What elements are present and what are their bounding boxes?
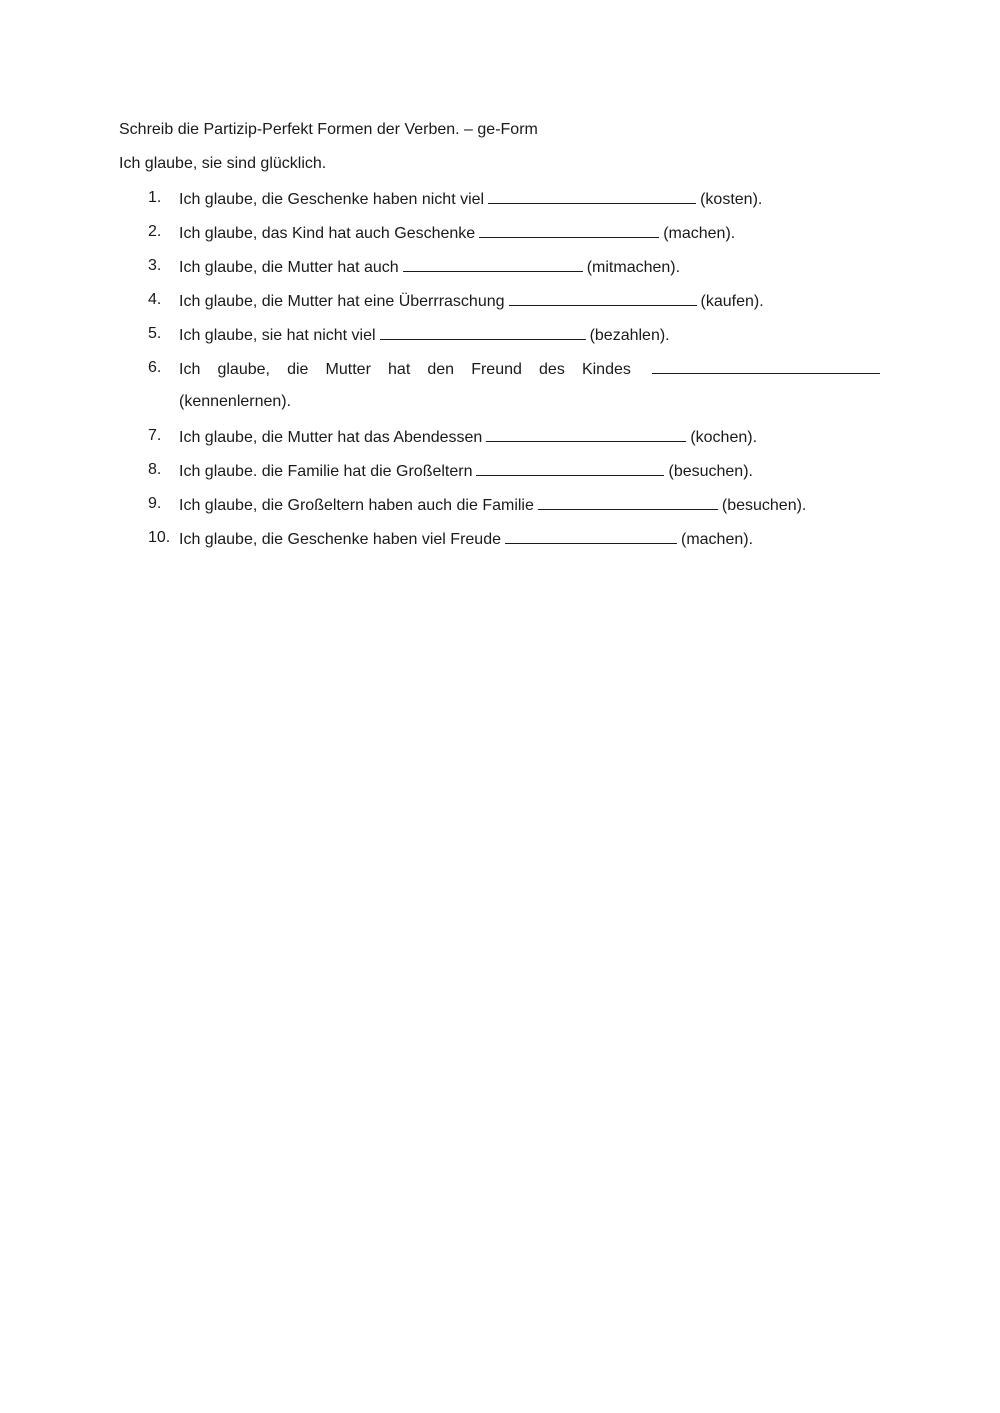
item-number: 9. <box>148 495 162 512</box>
item-number: 7. <box>148 427 162 444</box>
answer-blank[interactable] <box>403 256 583 272</box>
answer-blank[interactable] <box>538 494 718 510</box>
item-number: 8. <box>148 461 162 478</box>
instructions-title: Schreib die Partizip-Perfekt Formen der Verben. – ge-Form <box>119 121 538 138</box>
item-verb: (kosten). <box>700 191 763 208</box>
answer-blank[interactable] <box>476 460 664 476</box>
exercise-list <box>148 188 888 562</box>
exercise-item-8 <box>148 460 888 494</box>
item-number: 6. <box>148 359 162 376</box>
item-number: 2. <box>148 223 162 240</box>
answer-blank[interactable] <box>509 290 697 306</box>
item-prompt: Ich glaube, die Geschenke haben viel Freude <box>179 531 501 548</box>
item-verb: (besuchen). <box>668 463 753 480</box>
exercise-item-2 <box>148 222 888 256</box>
item-verb: (besuchen). <box>721 497 807 514</box>
answer-blank[interactable] <box>505 528 677 544</box>
item-number: 10. <box>148 529 171 546</box>
answer-blank[interactable] <box>488 188 696 204</box>
answer-blank[interactable] <box>380 324 586 340</box>
exercise-item-5 <box>148 324 888 358</box>
item-prompt: Ich glaube, die Großeltern haben auch die Familie <box>179 497 534 514</box>
answer-blank[interactable] <box>652 358 880 374</box>
exercise-item-10 <box>148 528 888 562</box>
item-number: 5. <box>148 325 162 342</box>
exercise-item-7 <box>148 426 888 460</box>
item-verb: (machen). <box>663 225 736 242</box>
item-verb: (kochen). <box>690 429 758 446</box>
item-prompt: Ich glaube, das Kind hat auch Geschenke <box>179 225 476 242</box>
exercise-item-4 <box>148 290 888 324</box>
item-verb: (mitmachen). <box>586 259 681 276</box>
answer-blank[interactable] <box>486 426 686 442</box>
example-sentence: Ich glaube, sie sind glücklich. <box>119 155 327 172</box>
item-prompt: Ich glaube, die Mutter hat auch <box>179 259 399 276</box>
exercise-item-1 <box>148 188 888 222</box>
item-prompt: Ich glaube, die Mutter hat das Abendessen <box>179 429 483 446</box>
item-verb: (machen). <box>681 531 754 548</box>
item-verb: (kaufen). <box>700 293 764 310</box>
item-number: 1. <box>148 189 162 206</box>
item-verb: (bezahlen). <box>589 327 670 344</box>
item-prompt: Ich glaube, die Mutter hat den Freund des Kindes <box>179 361 631 378</box>
item-prompt: Ich glaube, sie hat nicht viel <box>179 327 376 344</box>
item-prompt: Ich glaube. die Familie hat die Großeltern <box>179 463 473 480</box>
exercise-item-6 <box>148 358 888 426</box>
item-prompt: Ich glaube, die Geschenke haben nicht viel <box>179 191 485 208</box>
exercise-item-9 <box>148 494 888 528</box>
item-number: 4. <box>148 291 162 308</box>
item-verb: (kennenlernen). <box>179 393 292 410</box>
item-number: 3. <box>148 257 162 274</box>
item-prompt: Ich glaube, die Mutter hat eine Überrraschung <box>179 293 505 310</box>
exercise-item-3 <box>148 256 888 290</box>
answer-blank[interactable] <box>479 222 659 238</box>
